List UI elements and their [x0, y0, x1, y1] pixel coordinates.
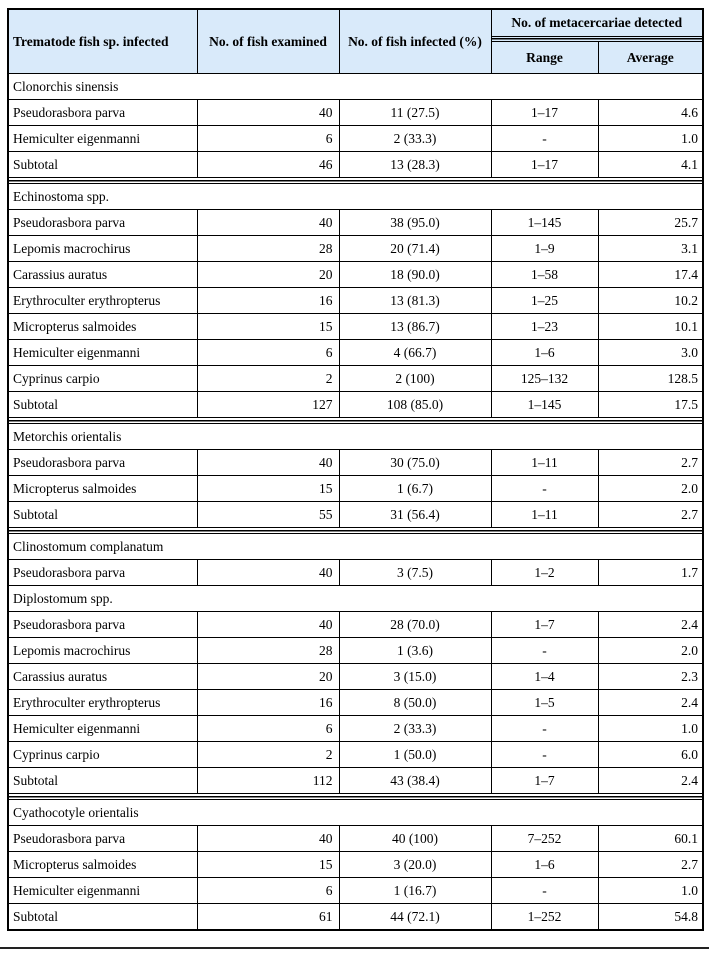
average-cell: 1.0 [598, 126, 703, 152]
fish-infected-cell: 38 (95.0) [339, 210, 491, 236]
fish-infected-cell: 2 (33.3) [339, 126, 491, 152]
fish-infected-cell: 13 (28.3) [339, 152, 491, 178]
average-cell: 4.1 [598, 152, 703, 178]
average-cell: 2.4 [598, 690, 703, 716]
fish-examined-cell: 40 [197, 100, 339, 126]
range-cell: 1–7 [491, 612, 598, 638]
fish-infected-cell: 3 (15.0) [339, 664, 491, 690]
average-cell: 2.4 [598, 768, 703, 794]
fish-examined-cell: 20 [197, 664, 339, 690]
average-cell: 17.4 [598, 262, 703, 288]
range-cell: - [491, 716, 598, 742]
fish-examined-cell: 112 [197, 768, 339, 794]
fish-examined-cell: 6 [197, 878, 339, 904]
range-cell: 1–25 [491, 288, 598, 314]
species-cell: Pseudorasbora parva [8, 826, 197, 852]
fish-examined-cell: 55 [197, 502, 339, 528]
fish-examined-cell: 6 [197, 340, 339, 366]
average-cell: 25.7 [598, 210, 703, 236]
fish-infected-cell: 11 (27.5) [339, 100, 491, 126]
table-row [8, 560, 703, 586]
average-cell: 3.1 [598, 236, 703, 262]
range-cell: 1–145 [491, 392, 598, 418]
header-fish-examined: No. of fish examined [197, 9, 339, 74]
average-cell: 1.0 [598, 716, 703, 742]
range-cell: 1–6 [491, 340, 598, 366]
table-row [8, 638, 703, 664]
range-cell: 1–7 [491, 768, 598, 794]
section-row [8, 586, 703, 612]
species-cell: Lepomis macrochirus [8, 236, 197, 262]
header-fish-infected: No. of fish infected (%) [339, 9, 491, 74]
page-bottom-rule [0, 947, 709, 949]
fish-infected-cell: 108 (85.0) [339, 392, 491, 418]
section-row [8, 800, 703, 826]
fish-infected-cell: 31 (56.4) [339, 502, 491, 528]
species-cell: Pseudorasbora parva [8, 100, 197, 126]
fish-examined-cell: 2 [197, 742, 339, 768]
fish-examined-cell: 40 [197, 210, 339, 236]
species-cell: Erythroculter erythropterus [8, 690, 197, 716]
table-row [8, 476, 703, 502]
fish-examined-cell: 127 [197, 392, 339, 418]
average-cell: 60.1 [598, 826, 703, 852]
table-row [8, 664, 703, 690]
species-cell: Pseudorasbora parva [8, 612, 197, 638]
fish-infected-cell: 1 (16.7) [339, 878, 491, 904]
fish-infected-cell: 20 (71.4) [339, 236, 491, 262]
header-average: Average [598, 42, 703, 74]
average-cell: 1.7 [598, 560, 703, 586]
table-row [8, 878, 703, 904]
range-cell: 1–6 [491, 852, 598, 878]
fish-examined-cell: 15 [197, 852, 339, 878]
average-cell: 2.0 [598, 638, 703, 664]
table-row [8, 716, 703, 742]
range-cell: 1–9 [491, 236, 598, 262]
fish-infected-cell: 2 (33.3) [339, 716, 491, 742]
fish-infected-cell: 30 (75.0) [339, 450, 491, 476]
fish-examined-cell: 2 [197, 366, 339, 392]
fish-examined-cell: 15 [197, 476, 339, 502]
species-cell: Hemiculter eigenmanni [8, 126, 197, 152]
fish-examined-cell: 40 [197, 826, 339, 852]
average-cell: 128.5 [598, 366, 703, 392]
table-row [8, 852, 703, 878]
fish-infected-cell: 13 (86.7) [339, 314, 491, 340]
range-cell: 1–5 [491, 690, 598, 716]
range-cell: 1–58 [491, 262, 598, 288]
range-cell: 1–11 [491, 450, 598, 476]
range-cell: - [491, 638, 598, 664]
species-cell: Micropterus salmoides [8, 476, 197, 502]
table-row [8, 210, 703, 236]
range-cell: - [491, 742, 598, 768]
section-name: Diplostomum spp. [8, 586, 703, 612]
range-cell: 1–17 [491, 100, 598, 126]
table-row [8, 236, 703, 262]
fish-infected-cell: 1 (50.0) [339, 742, 491, 768]
range-cell: 1–17 [491, 152, 598, 178]
header-metacercariae-detected: No. of metacercariae detected [491, 9, 703, 37]
species-cell: Pseudorasbora parva [8, 560, 197, 586]
header-trematode-species: Trematode fish sp. infected [8, 9, 197, 74]
fish-examined-cell: 15 [197, 314, 339, 340]
fish-infected-cell: 8 (50.0) [339, 690, 491, 716]
fish-examined-cell: 46 [197, 152, 339, 178]
table-header [8, 9, 703, 74]
fish-examined-cell: 6 [197, 716, 339, 742]
average-cell: 54.8 [598, 904, 703, 931]
header-range: Range [491, 42, 598, 74]
species-cell: Subtotal [8, 904, 197, 931]
fish-examined-cell: 61 [197, 904, 339, 931]
fish-infected-cell: 13 (81.3) [339, 288, 491, 314]
fish-examined-cell: 28 [197, 236, 339, 262]
fish-examined-cell: 16 [197, 690, 339, 716]
average-cell: 17.5 [598, 392, 703, 418]
table-body [8, 74, 703, 931]
subtotal-row [8, 392, 703, 418]
average-cell: 4.6 [598, 100, 703, 126]
fish-infected-cell: 1 (6.7) [339, 476, 491, 502]
species-cell: Carassius auratus [8, 664, 197, 690]
fish-examined-cell: 20 [197, 262, 339, 288]
range-cell: 1–252 [491, 904, 598, 931]
species-cell: Hemiculter eigenmanni [8, 340, 197, 366]
average-cell: 10.2 [598, 288, 703, 314]
table-row [8, 262, 703, 288]
subtotal-row [8, 152, 703, 178]
average-cell: 2.7 [598, 852, 703, 878]
species-cell: Hemiculter eigenmanni [8, 878, 197, 904]
table-row [8, 826, 703, 852]
average-cell: 2.7 [598, 450, 703, 476]
section-name: Metorchis orientalis [8, 424, 703, 450]
section-row [8, 534, 703, 560]
average-cell: 6.0 [598, 742, 703, 768]
fish-infected-cell: 28 (70.0) [339, 612, 491, 638]
species-cell: Subtotal [8, 502, 197, 528]
fish-examined-cell: 40 [197, 560, 339, 586]
fish-infected-cell: 4 (66.7) [339, 340, 491, 366]
range-cell: - [491, 476, 598, 502]
fish-infected-cell: 18 (90.0) [339, 262, 491, 288]
range-cell: 1–145 [491, 210, 598, 236]
average-cell: 10.1 [598, 314, 703, 340]
section-row [8, 184, 703, 210]
species-cell: Pseudorasbora parva [8, 210, 197, 236]
average-cell: 2.7 [598, 502, 703, 528]
subtotal-row [8, 502, 703, 528]
section-name: Cyathocotyle orientalis [8, 800, 703, 826]
section-row [8, 424, 703, 450]
range-cell: 125–132 [491, 366, 598, 392]
fish-infected-cell: 43 (38.4) [339, 768, 491, 794]
range-cell: - [491, 126, 598, 152]
fish-infected-cell: 3 (7.5) [339, 560, 491, 586]
subtotal-row [8, 904, 703, 931]
subtotal-row [8, 768, 703, 794]
table-row [8, 742, 703, 768]
species-cell: Subtotal [8, 768, 197, 794]
fish-examined-cell: 6 [197, 126, 339, 152]
average-cell: 2.0 [598, 476, 703, 502]
table-row [8, 612, 703, 638]
table-row [8, 690, 703, 716]
average-cell: 1.0 [598, 878, 703, 904]
fish-infected-cell: 2 (100) [339, 366, 491, 392]
average-cell: 2.3 [598, 664, 703, 690]
table-row [8, 340, 703, 366]
species-cell: Subtotal [8, 392, 197, 418]
section-name: Clinostomum complanatum [8, 534, 703, 560]
fish-infected-cell: 44 (72.1) [339, 904, 491, 931]
fish-examined-cell: 40 [197, 612, 339, 638]
table-row [8, 450, 703, 476]
section-name: Echinostoma spp. [8, 184, 703, 210]
section-row [8, 74, 703, 100]
range-cell: 1–2 [491, 560, 598, 586]
section-name: Clonorchis sinensis [8, 74, 703, 100]
species-cell: Lepomis macrochirus [8, 638, 197, 664]
species-cell: Micropterus salmoides [8, 314, 197, 340]
average-cell: 3.0 [598, 340, 703, 366]
table-row [8, 126, 703, 152]
species-cell: Micropterus salmoides [8, 852, 197, 878]
fish-infected-cell: 40 (100) [339, 826, 491, 852]
range-cell: 7–252 [491, 826, 598, 852]
range-cell: 1–23 [491, 314, 598, 340]
trematode-infection-table [7, 8, 704, 931]
fish-infected-cell: 3 (20.0) [339, 852, 491, 878]
species-cell: Pseudorasbora parva [8, 450, 197, 476]
table-row [8, 100, 703, 126]
range-cell: 1–4 [491, 664, 598, 690]
fish-examined-cell: 40 [197, 450, 339, 476]
species-cell: Carassius auratus [8, 262, 197, 288]
average-cell: 2.4 [598, 612, 703, 638]
range-cell: 1–11 [491, 502, 598, 528]
species-cell: Cyprinus carpio [8, 366, 197, 392]
fish-examined-cell: 28 [197, 638, 339, 664]
range-cell: - [491, 878, 598, 904]
fish-examined-cell: 16 [197, 288, 339, 314]
species-cell: Cyprinus carpio [8, 742, 197, 768]
table-row [8, 314, 703, 340]
species-cell: Hemiculter eigenmanni [8, 716, 197, 742]
species-cell: Erythroculter erythropterus [8, 288, 197, 314]
table-row [8, 366, 703, 392]
species-cell: Subtotal [8, 152, 197, 178]
fish-infected-cell: 1 (3.6) [339, 638, 491, 664]
table-row [8, 288, 703, 314]
